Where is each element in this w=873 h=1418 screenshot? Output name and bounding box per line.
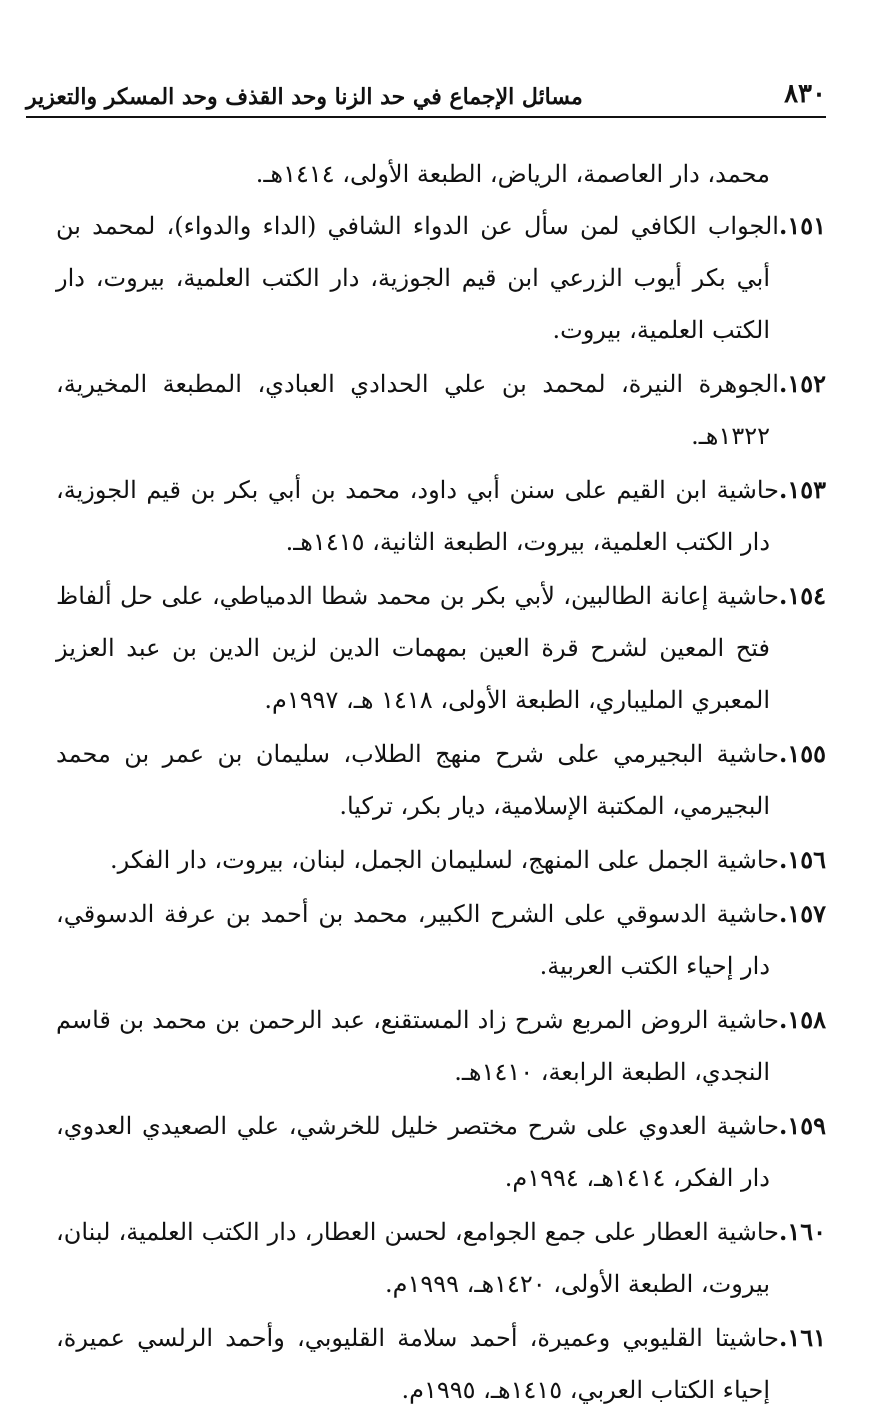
entry-number: ١٦١. [778,1323,826,1352]
bibliography-entry [56,728,826,832]
entry-number: ١٥٤. [778,581,826,610]
entry-number: ١٥٥. [778,739,826,768]
entry-number: ١٥٢. [778,369,826,398]
entry-text: حاشية الروض المربع شرح زاد المستقنع، عبد الرحمن بن محمد بن قاسم النجدي، الطبعة الرابعة، ١٤١٠هـ. [56,1006,779,1086]
bibliography-entry [56,1100,826,1204]
entry-number: ١٥٩. [778,1111,826,1140]
entry-text: حاشية ابن القيم على سنن أبي داود، محمد بن أبي بكر بن قيم الجوزية، دار الكتب العلمية، بيروت، الطبعة الثانية، ١٤١٥هـ. [56,476,779,556]
page-number: ٨٣٠ [784,79,826,109]
entry-text: حاشية الدسوقي على الشرح الكبير، محمد بن أحمد بن عرفة الدسوقي، دار إحياء الكتب العربية. [56,900,779,980]
entry-text: حاشية إعانة الطالبين، لأبي بكر بن محمد شطا الدمياطي، على حل ألفاظ فتح المعين لشرح قرة العين بمهمات الدين لزين الدين بن عبد العزيز المعبري المليباري، الطبعة الأولى، ١٤١٨ هـ، ١٩٩٧م. [56,582,779,714]
entry-text: الجوهرة النيرة، لمحمد بن علي الحدادي العبادي، المطبعة المخيرية، ١٣٢٢هـ. [56,370,779,450]
entry-text: حاشية الجمل على المنهج، لسليمان الجمل، لبنان، بيروت، دار الفكر. [109,846,779,874]
entry-number: ١٥٧. [778,899,826,928]
entry-text: الجواب الكافي لمن سأل عن الدواء الشافي (الداء والدواء)، لمحمد بن أبي بكر أيوب الزرعي ابن قيم الجوزية، دار الكتب العلمية، بيروت، دار الكتب العلمية، بيروت. [56,212,779,344]
bibliography-entry [56,888,826,992]
running-header-title: مسائل الإجماع في حد الزنا وحد القذف وحد المسكر والتعزير [26,84,583,110]
bibliography-content [56,148,826,1418]
entry-text: حاشيتا القليوبي وعميرة، أحمد سلامة القليوبي، وأحمد الرلسي عميرة، إحياء الكتاب العربي، ١٤١٥هـ، ١٩٩٥م. [56,1324,779,1404]
bibliography-entry [56,570,826,726]
bibliography-entry [56,994,826,1098]
continued-entry-text: محمد، دار العاصمة، الرياض، الطبعة الأولى، ١٤١٤هـ. [255,160,770,188]
entry-number: ١٦٠. [778,1217,826,1246]
bibliography-entry [56,834,826,886]
bibliography-entry [56,358,826,462]
entry-text: حاشية العطار على جمع الجوامع، لحسن العطار، دار الكتب العلمية، لبنان، بيروت، الطبعة الأولى، ١٤٢٠هـ، ١٩٩٩م. [56,1218,779,1298]
running-header [26,76,826,116]
entry-number: ١٥١. [778,211,826,240]
entry-number: ١٥٨. [778,1005,826,1034]
bibliography-entry [56,1312,826,1416]
entry-text: حاشية البجيرمي على شرح منهج الطلاب، سليمان بن عمر بن محمد البجيرمي، المكتبة الإسلامية، ديار بكر، تركيا. [56,740,779,820]
bibliography-entry [56,464,826,568]
entry-number: ١٥٣. [778,475,826,504]
bibliography-entry [56,200,826,356]
bibliography-list [56,200,826,1416]
entry-text: حاشية العدوي على شرح مختصر خليل للخرشي، علي الصعيدي العدوي، دار الفكر، ١٤١٤هـ، ١٩٩٤م. [56,1112,779,1192]
entry-number: ١٥٦. [778,845,826,874]
bibliography-entry [56,1206,826,1310]
header-divider [26,116,826,118]
